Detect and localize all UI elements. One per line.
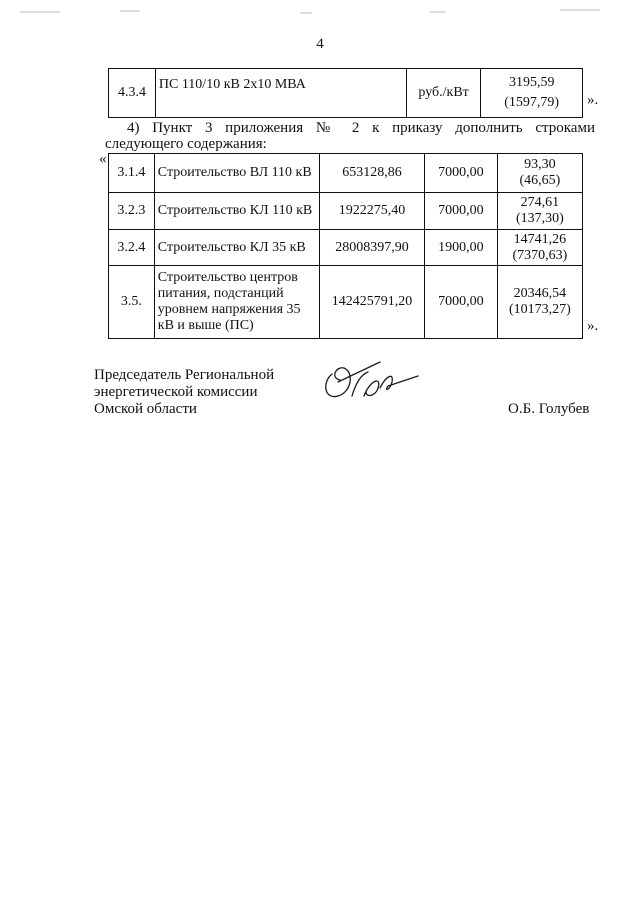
signature-line: энергетической комиссии <box>94 384 258 400</box>
table-row <box>109 69 583 118</box>
row-value <box>497 154 582 193</box>
opening-quote: « <box>99 151 107 167</box>
table-row <box>109 154 583 193</box>
row-cost: 1922275,40 <box>320 193 425 230</box>
table-row <box>109 193 583 230</box>
row-name: Строительство КЛ 110 кВ <box>154 193 319 230</box>
row-value <box>497 193 582 230</box>
value: 3195,59 <box>508 75 555 90</box>
amendment-paragraph <box>105 120 595 152</box>
page-number: 4 <box>316 36 324 52</box>
row-unit: руб./кВт <box>406 69 481 118</box>
row-name: Строительство ВЛ 110 кВ <box>154 154 319 193</box>
signature-title <box>94 367 274 418</box>
row-value <box>481 69 583 118</box>
row-capacity: 1900,00 <box>425 230 498 266</box>
value: 93,30 <box>524 157 556 172</box>
table-row <box>109 230 583 266</box>
signature-line: Председатель Региональной <box>94 367 275 383</box>
handwritten-signature <box>318 352 428 412</box>
scan-artifacts <box>0 0 640 20</box>
value-paren: (7370,63) <box>512 247 568 263</box>
paragraph-line: 4) Пункт 3 приложения № 2 к приказу дополнить строками <box>127 120 595 136</box>
row-value <box>497 230 582 266</box>
signature-line: Омской области <box>94 401 197 417</box>
row-name: ПС 110/10 кВ 2х10 МВА <box>155 69 406 118</box>
value-paren: (137,30) <box>515 211 564 226</box>
paragraph-line: следующего содержания: <box>105 136 267 152</box>
row-code: 4.3.4 <box>109 69 156 118</box>
tariff-table-additions <box>108 153 583 339</box>
row-cost: 653128,86 <box>320 154 425 193</box>
row-name: Строительство КЛ 35 кВ <box>154 230 319 266</box>
row-code: 3.2.4 <box>109 230 155 266</box>
value: 274,61 <box>520 195 560 210</box>
row-code: 3.5. <box>109 266 155 339</box>
row-capacity: 7000,00 <box>425 266 498 339</box>
table-row <box>109 266 583 339</box>
value-paren: (10173,27) <box>508 302 571 317</box>
row-code: 3.2.3 <box>109 193 155 230</box>
closing-quote: ». <box>587 318 599 334</box>
value: 20346,54 <box>513 286 567 301</box>
tariff-table-top <box>108 68 583 118</box>
row-value <box>497 266 582 339</box>
closing-quote: ». <box>587 92 599 108</box>
row-capacity: 7000,00 <box>425 154 498 193</box>
value-paren: (1597,79) <box>504 95 560 110</box>
row-code: 3.1.4 <box>109 154 155 193</box>
row-name: Строительство центров питания, подстанций уровнем напряжения 35 кВ и выше (ПС) <box>154 266 319 339</box>
signer-name: О.Б. Голубев <box>508 401 590 417</box>
row-cost: 142425791,20 <box>320 266 425 339</box>
row-capacity: 7000,00 <box>425 193 498 230</box>
value-paren: (46,65) <box>519 173 561 188</box>
value: 14741,26 <box>513 231 567 247</box>
row-cost: 28008397,90 <box>320 230 425 266</box>
